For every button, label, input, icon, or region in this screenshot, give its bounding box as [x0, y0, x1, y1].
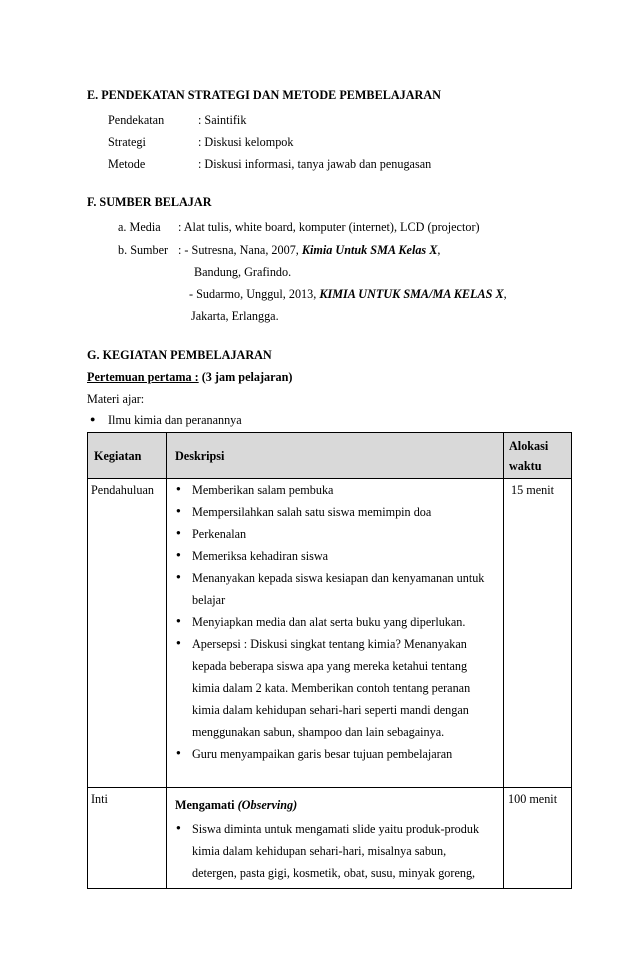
- list-item: Memberikan salam pembuka: [192, 483, 334, 497]
- inti-desc-cell: [167, 788, 504, 889]
- list-item: Apersepsi : Diskusi singkat tentang kimia? Menanyakan: [192, 637, 467, 651]
- list-item-cont: detergen, pasta gigi, kosmetik, obat, susu, minyak goreng,: [192, 866, 476, 880]
- section-g-heading: [87, 349, 272, 361]
- sumber-1-title: Kimia Untuk SMA Kelas X: [301, 243, 438, 257]
- bullet-dot-icon: ●: [176, 528, 181, 537]
- pendahuluan-desc-cell: [167, 479, 504, 788]
- bullet-dot-icon: ●: [176, 506, 181, 515]
- bullet-dot-icon: ●: [90, 414, 96, 424]
- list-item: Menanyakan kepada siswa kesiapan dan kenyamanan untuk: [192, 571, 485, 585]
- header-alokasi-line2: waktu: [509, 459, 542, 474]
- inti-time: 100 menit: [508, 792, 558, 806]
- list-item-cont: menggunakan sabun, shampoo dan lain sebagainya.: [192, 725, 445, 739]
- sumber-2-cont: Jakarta, Erlangga.: [191, 309, 279, 323]
- pendekatan-value: : Saintifik: [198, 113, 247, 127]
- bullet-dot-icon: ●: [176, 484, 181, 493]
- inti-time-cell: [504, 788, 572, 889]
- bullet-dot-icon: ●: [176, 550, 181, 559]
- pendahuluan-time-cell: [504, 479, 572, 788]
- header-kegiatan: [88, 433, 167, 479]
- list-item-cont: kimia dalam kehidupan sehari-hari seperti mandi dengan: [192, 703, 469, 717]
- meeting-underlined: Pertemuan pertama :: [87, 370, 199, 384]
- sumber-1: [178, 244, 440, 256]
- kegiatan-table: [87, 432, 572, 889]
- meeting-line: [87, 371, 292, 383]
- bullet-dot-icon: ●: [176, 823, 181, 832]
- list-item: Memeriksa kehadiran siswa: [192, 549, 329, 563]
- list-item: Perkenalan: [192, 527, 247, 541]
- list-item-cont: kimia dalam kehidupan sehari-hari, misalnya sabun,: [192, 844, 447, 858]
- bullet-dot-icon: ●: [176, 572, 181, 581]
- bullet-dot-icon: ●: [176, 638, 181, 647]
- pendahuluan-time: 15 menit: [511, 483, 554, 497]
- header-kegiatan-text: Kegiatan: [94, 449, 142, 464]
- sumber-2: [189, 288, 507, 300]
- pendahuluan-label: Pendahuluan: [91, 483, 154, 497]
- list-item: Menyiapkan media dan alat serta buku yang diperlukan.: [192, 615, 466, 629]
- inti-label: Inti: [91, 792, 108, 806]
- table-row: [88, 788, 572, 889]
- bullet-dot-icon: ●: [176, 616, 181, 625]
- strategi-label: Strategi: [108, 135, 146, 149]
- sumber-2-prefix: - Sudarmo, Unggul, 2013,: [189, 287, 320, 301]
- sumber-label: b. Sumber: [118, 243, 169, 257]
- inti-cell: [88, 788, 167, 889]
- sumber-1-prefix: : - Sutresna, Nana, 2007,: [178, 243, 302, 257]
- media-label: a. Media: [118, 220, 161, 234]
- meeting-rest: (3 jam pelajaran): [198, 370, 293, 384]
- materi-label: Materi ajar:: [87, 392, 145, 406]
- pendekatan-label: Pendekatan: [108, 113, 165, 127]
- header-alokasi-line1: Alokasi: [509, 439, 549, 453]
- list-item-cont: kimia dalam 2 kata. Memberikan contoh tentang peranan: [192, 681, 471, 695]
- header-deskripsi: [167, 433, 504, 479]
- metode-label: Metode: [108, 157, 146, 171]
- materi-item: Ilmu kimia dan peranannya: [108, 413, 242, 427]
- section-g-heading-text: G. KEGIATAN PEMBELAJARAN: [87, 348, 272, 362]
- inti-subheading: [175, 799, 297, 811]
- sumber-1-suffix: ,: [437, 243, 441, 257]
- list-item-cont: belajar: [192, 593, 226, 607]
- inti-subheading-bold: Mengamati: [175, 798, 238, 812]
- section-e-heading: E. PENDEKATAN STRATEGI DAN METODE PEMBELAJARAN: [87, 88, 441, 102]
- pendahuluan-cell: [88, 479, 167, 788]
- metode-value: : Diskusi informasi, tanya jawab dan penugasan: [198, 157, 432, 171]
- table-header-row: [88, 433, 572, 479]
- header-deskripsi-text: Deskripsi: [175, 449, 225, 464]
- sumber-1-cont: Bandung, Grafindo.: [194, 265, 292, 279]
- bullet-dot-icon: ●: [176, 748, 181, 757]
- list-item-cont: kepada beberapa siswa apa yang mereka ketahui tentang: [192, 659, 468, 673]
- list-item: Mempersilahkan salah satu siswa memimpin doa: [192, 505, 432, 519]
- list-item: Siswa diminta untuk mengamati slide yaitu produk-produk: [192, 822, 480, 836]
- list-item: Guru menyampaikan garis besar tujuan pembelajaran: [192, 747, 453, 761]
- header-alokasi: [504, 433, 572, 479]
- strategi-value: : Diskusi kelompok: [198, 135, 294, 149]
- inti-subheading-italic: (Observing): [237, 798, 298, 812]
- table-row: [88, 479, 572, 788]
- sumber-2-suffix: ,: [503, 287, 507, 301]
- section-f-heading: F. SUMBER BELAJAR: [87, 195, 212, 209]
- sumber-2-title: KIMIA UNTUK SMA/MA KELAS X: [319, 287, 504, 301]
- media-value: : Alat tulis, white board, komputer (internet), LCD (projector): [178, 220, 480, 234]
